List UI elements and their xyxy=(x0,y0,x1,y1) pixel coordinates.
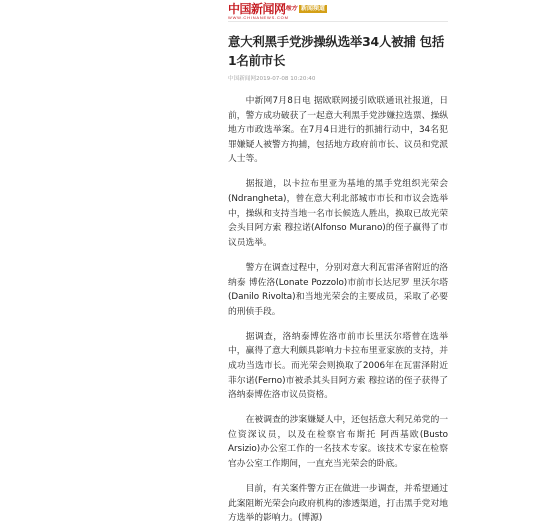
article-paragraph: 警方在调查过程中，分别对意大利瓦雷泽省附近的洛纳泰 博佐洛(Lonate Pozzolo)市前市长达尼罗 里沃尔塔(Danilo Rivolta)和当地光荣会的主要成员，采取了必要的刑侦手段。 xyxy=(228,262,448,317)
channel-tag-news: 新闻频道 xyxy=(301,5,326,12)
article-body xyxy=(228,94,448,526)
channel-tag-local: 地方 xyxy=(285,5,298,12)
article-datetime: 2019-07-08 10:20:40 xyxy=(255,76,316,82)
article-paragraph: 中新网7月8日电 据欧联网援引欧联通讯社报道，日前，警方成功破获了一起意大利黑手党涉嫌拉选票、操纵地方市政选举案。在7月4日进行的抓捕行动中，34名犯罪嫌疑人被警方拘捕，包括地方政府前市长、议员和党派人士等。 xyxy=(228,96,448,165)
site-header xyxy=(0,0,540,22)
logo-wordmark: 中国新闻网 xyxy=(228,2,286,16)
article-paragraph: 据调查，洛纳泰博佐洛市前市长里沃尔塔曾在选举中，赢得了意大利颇具影响力卡拉布里亚家族的支持，并成功当选市长。而光荣会则换取了2006年在瓦雷泽附近菲尔诺(Ferno)市被杀其头目阿方索 穆拉诺的侄子获得了洛纳泰博佐洛市议员资格。 xyxy=(228,331,448,401)
article-source: 中国新闻网 xyxy=(228,76,256,82)
logo-domain: WWW.CHINANEWS.COM xyxy=(228,15,289,20)
article-paragraph: 目前，有关案件警方正在做进一步调查，并希望通过此案阻断光荣会向政府机构的渗透渠道，打击黑手党对地方选举的影响力。(博源) xyxy=(228,484,448,524)
article xyxy=(228,32,448,531)
article-title: 意大利黑手党涉操纵选举34人被捕 包括1名前市长 xyxy=(228,34,445,68)
channel-logo[interactable] xyxy=(285,5,327,13)
header-divider xyxy=(228,21,448,22)
site-logo[interactable] xyxy=(228,2,289,20)
article-meta xyxy=(228,75,448,84)
article-paragraph: 在被调查的涉案嫌疑人中，还包括意大利兄弟党的一位资深议员，以及在检察官布斯托 阿西基欧(Busto Arsizio)办公室工作的一名技术专家。该技术专家在检察官办公室工作期间，一直充当光荣会的卧底。 xyxy=(228,415,448,470)
article-paragraph: 据报道，以卡拉布里亚为基地的黑手党组织光荣会(Ndrangheta)，曾在意大利北部城市市长和市议会选举中，操纵和支持当地一名市长候选人胜出，换取已故光荣会头目阿方索 穆拉诺(Alfonso Murano)的侄子赢得了市议员选举。 xyxy=(228,179,448,248)
